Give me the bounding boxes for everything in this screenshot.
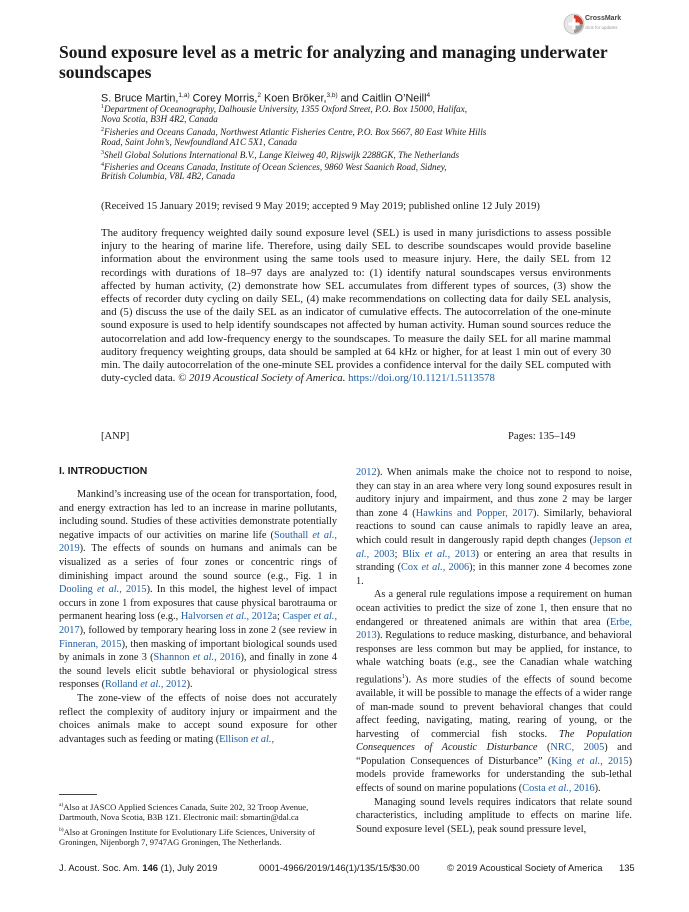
page-number: 135 [619,862,635,873]
text: ). Similarly, behavioral reactions to sound can cause animals to rapidly leave an area, which could result in dangerously rapid depth changes ( [356,507,633,546]
author-affiliation-mark: 4 [426,92,431,99]
footnote-divider [59,794,97,795]
pacs-code: [ANP] [101,431,130,442]
intro-right-column [356,466,632,836]
citation: Casper [282,611,314,623]
text: ; [394,548,403,560]
text: ). Regulations to reduce masking, disturbance, and behavioral responses are less common but may be applied, for instance, to whale watching boats (e.g., see the Canadian whale watching regulations [356,630,632,686]
citation: et al. [548,783,569,795]
crossmark-icon [563,13,585,35]
citation: , 2013 [447,548,476,560]
body-paragraph [356,588,632,795]
text: Managing sound levels requires indicators that relate sound characteristics, including amplitude to effects on marine life. Sound exposure level (SEL), peak sound pressure level, [356,796,632,835]
text: ); in this manner zone 4 becomes zone 1. [356,562,633,587]
footnote-text: Also at JASCO Applied Sciences Canada, Suite 202, 32 Troop Avenue, Dartmouth, Nova Scotia, B3B 1Z1. Electronic mail: sbmartin@dal.ca [59,801,309,823]
text: ), and finally in zone 4 the sound levels elicit subtle behavioral or physiological stress responses ( [59,652,337,691]
citation: Rolland [105,679,141,691]
text: ). [594,783,601,795]
abstract [101,227,611,385]
citation: King [551,755,577,767]
citation: et al. [225,611,247,623]
emphasis: The Population Consequences of Acoustic Disturbance [356,728,632,754]
text: As a general rule regulations impose a requirement on human ocean activities to predict the size of zone 1, then ensure that no endangered or threatened animals are within that area ( [356,589,632,628]
affiliation-number: 4 [101,161,104,168]
affiliation-line [101,171,235,183]
citation: , [271,733,275,745]
affiliation-text: Fisheries and Oceans Canada, Northwest Atlantic Fisheries Centre, P.O. Box 5667, 80 East White Hills [104,127,487,138]
citation: et al. [140,679,161,691]
page-range: Pages: 135–149 [508,431,576,442]
text: Mankind’s increasing use of the ocean for transportation, food, and energy extraction has led to an increase in marine pollutants, including sound. Studies of these activities demonstrate potentially negative impacts of our activities on marine life ( [59,489,337,541]
citation: et al. [96,584,120,596]
affiliation-text: Department of Oceanography, Dalhousie University, 1355 Oxford Street, P.O. Box 15000, Halifax, [104,104,468,115]
author-name: Koen Bröker, [261,92,327,105]
author-name: Corey Morris, [189,92,258,105]
citation: , 2019 [59,529,337,555]
author-affiliation-mark: 3,b) [326,92,338,99]
author-name: S. Bruce Martin, [101,92,179,105]
citation: Finneran, 2015 [59,638,122,650]
citation: Hawkins and Popper, 2017 [415,507,534,519]
citation: et al. [424,548,448,560]
citation: NRC, 2005 [550,742,605,754]
citation: Ellison [219,733,251,745]
section-heading: I. INTRODUCTION [59,466,148,477]
text: ; [276,611,283,623]
text: ) models provide frameworks for understanding the sub-lethal effects of sound on marine populations ( [356,755,632,795]
citation: , 2015 [600,755,629,767]
citation: 2012 [356,467,377,478]
footnote-mark: a) [59,802,64,808]
footnote-text: Also at Groningen Institute for Evolutionary Life Sciences, University of Groningen, Nijenborgh 7, 9747AG Groningen, The Netherlands. [59,826,316,848]
text: The zone-view of the effects of noise does not accurately reflect the complexity of auditory injury or impairment and the choices animals make to accept sound exposure for other advantages such as feeding or mating ( [59,692,337,745]
doi-link[interactable]: https://doi.org/10.1121/1.5113578 [348,372,495,385]
body-paragraph [59,488,337,692]
citation: et al. [192,652,215,664]
affiliation-number: 1 [101,104,104,110]
footnote [59,825,341,847]
citation: , 2015 [119,584,147,596]
footnote-mark: b) [59,827,64,833]
citation: , 2003 [366,548,395,560]
text: ). As more studies of the effects of sound become available, it will be possible to manage the effects of a wider range of man-made sound to prevent behavioral changes that could affect feeding, navigating, mating, rearing of young, or the harvesting of commercial fish stocks. [356,674,632,740]
affiliation-number: 3 [101,150,104,156]
body-paragraph [356,796,632,837]
affiliation-line [101,137,297,149]
text: ( [537,742,551,754]
citation: Costa [522,783,549,795]
body-paragraph [356,466,632,588]
citation: , 2017 [59,611,338,636]
citation: Blix [402,548,425,560]
citation: , 2012 [160,679,187,691]
citation: , 2016 [214,652,241,664]
citation: et al. [313,611,335,623]
affiliation-line [101,114,218,126]
footnote-mark: 1 [401,672,406,680]
citation: Shannon [153,652,193,664]
citation: Jepson [593,534,625,546]
affiliation-text: Shell Global Solutions International B.V., Lange Kleiweg 40, Rijswijk 2288GK, The Netherlands [104,150,460,161]
citation: Erbe, 2013 [356,616,632,642]
affiliation-text: British Columbia, V8L 4B2, Canada [101,171,236,181]
text: ), followed by temporary hearing loss in zone 2 (see review in [79,624,337,636]
crossmark-subtitle: click for updates [585,25,618,30]
citation: Halvorsen [180,611,226,623]
citation: et al. [312,529,335,541]
issn: 0001-4966/2019/146(1)/135/15/$30.00 [259,862,420,873]
author-affiliation-mark: 1,a) [178,92,190,99]
crossmark-badge[interactable] [563,12,643,38]
citation: et al. [356,534,632,560]
body-paragraph [59,692,337,746]
author-name: and Caitlin O’Neill [337,92,427,105]
abstract-copyright: © 2019 Acoustical Society of America. [178,372,346,385]
citation: Cox [401,562,422,574]
text: ). In this model, the highest level of impact occurs in zone 1 from exposures that cause physical barotrauma or permanent hearing loss (e.g., [59,584,338,623]
affiliation-text: Fisheries and Oceans Canada, Institute of Ocean Sciences, 9860 West Saanich Road, Sidney, [104,161,447,172]
paper-title: Sound exposure level as a metric for analyzing and managing underwater soundscapes [59,42,608,82]
citation: et al. [250,733,272,745]
citation: , 2006 [442,562,470,574]
text: ) or entering an area that results in stranding ( [356,548,632,574]
text: ). [186,679,193,691]
citation: et al. [421,562,443,574]
affiliation-number: 2 [101,127,104,133]
footer-copyright: © 2019 Acoustical Society of America [447,862,603,873]
abstract-text: The auditory frequency weighted daily sound exposure level (SEL) is used in many jurisdictions to assess possible injury to the hearing of marine life. Therefore, using daily SEL to describe soundscapes would provide baseline information about the environment using the same tools used to measure injury. Here, the daily SEL from 12 recordings with durations of 18–97 days are analyzed to: (1) identify natural soundscapes versus environments affected by human activity, (2) demonstrate how SEL accumulates from different types of sources, (3) show the effects of recorder duty cycling on daily SEL, (4) make recommendations on collecting data for daily SEL analysis, and (5) discuss the use of the daily SEL as an indicator of cumulative effects. The autocorrelation of the one-minute sound exposure is used to help identify soundscapes not affected by human activity. Human sound sources reduce the autocorrelation and add low-frequency energy to the soundscapes. To measure the daily SEL for all marine mammal auditory frequency weighting groups, data should be sampled at 64 kHz or higher, for at least 1 min out of every 30 min. The daily autocorrelation of the one-minute SEL provides a confidence interval for the daily SEL computed with duty-cycled data. [101,227,611,385]
citation: et al. [576,755,601,767]
text: ). When animals make the choice not to respond to noise, they can stay in an area where very long sound exposures result in auditory injury and impairment, and thus zone 2 may be larger than zone 4 ( [356,467,632,519]
citation: Dooling [59,584,97,596]
citation: , 2016 [568,783,595,795]
citation: , 2012a [246,611,277,623]
text: ). The effects of sounds on humans and animals can be visualized as a series of four zones or concentric rings of diminishing impact around the sound source (e.g., Fig. 1 in [59,543,337,582]
intro-left-column [59,488,337,746]
affiliation-text: Road, Saint John’s, Newfoundland A1C 5X1, Canada [101,136,297,147]
journal-citation: J. Acoust. Soc. Am. 146 (1), July 2019 [59,862,218,873]
citation: Southall [273,529,313,541]
received-dates: (Received 15 January 2019; revised 9 May 2019; accepted 9 May 2019; published online 12 July 2019) [101,201,540,212]
footnote [59,800,341,822]
text: ), then masking of important biological sounds used by animals in zone 3 ( [59,638,337,664]
crossmark-label: CrossMark [585,15,622,22]
author-affiliation-mark: 2 [257,92,262,99]
text: ) and “Population Consequences of Disturbance” ( [356,742,632,767]
affiliation-text: Nova Scotia, B3H 4R2, Canada [101,113,218,124]
